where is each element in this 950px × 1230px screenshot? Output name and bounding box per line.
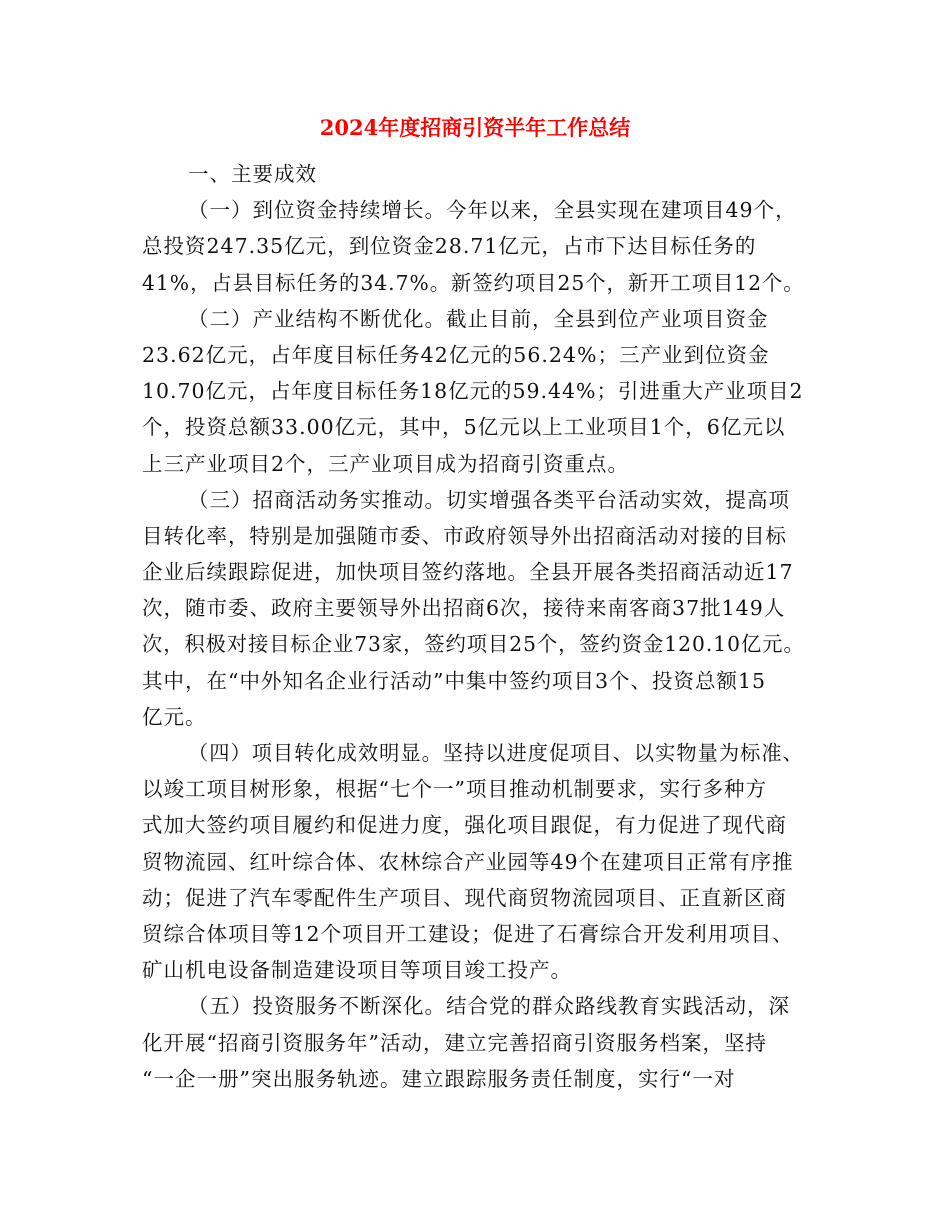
- text-line: 总投资247.35亿元，到位资金28.71亿元，占市下达目标任务的: [142, 234, 757, 259]
- text-line: 式加大签约项目履约和促进力度，强化项目跟促，有力促进了现代商: [142, 813, 787, 838]
- text-line: 10.70亿元，占年度目标任务18亿元的59.44%；引进重大产业项目2: [142, 379, 804, 404]
- text-line: 贸物流园、红叶综合体、农林综合产业园等49个在建项目正常有序推: [142, 849, 794, 874]
- text-line: （二）产业结构不断优化。截止目前，全县到位产业项目资金: [188, 306, 769, 331]
- text-line: 贸综合体项目等12个项目开工建设；促进了石膏综合开发利用项目、: [142, 921, 794, 946]
- document-title: 2024年度招商引资半年工作总结: [319, 115, 631, 140]
- text-line: 一、主要成效: [188, 162, 317, 186]
- text-line: 个，投资总额33.00亿元，其中，5亿元以上工业项目1个，6亿元以: [142, 415, 786, 440]
- text-line: “一企一册”突出服务轨迹。建立跟踪服务责任制度，实行“一对: [142, 1066, 736, 1091]
- text-line: 次，随市委、政府主要领导外出招商6次，接待来南客商37批149人: [142, 596, 786, 621]
- text-line: 以竣工项目树形象，根据“七个一”项目推动机制要求，实行多种方: [142, 777, 767, 802]
- text-line: 目转化率，特别是加强随市委、市政府领导外出招商活动对接的目标: [142, 523, 787, 548]
- text-line: 次，积极对接目标企业73家，签约项目25个，签约资金120.10亿元。: [142, 632, 805, 657]
- text-line: 其中，在“中外知名企业行活动”中集中签约项目3个、投资总额15: [142, 668, 767, 693]
- document-body: [142, 156, 804, 1097]
- text-line: 企业后续跟踪促进，加快项目签约落地。全县开展各类招商活动近17: [142, 560, 794, 585]
- text-line: （五）投资服务不断深化。结合党的群众路线教育实践活动，深: [188, 994, 790, 1019]
- text-line: 化开展“招商引资服务年”活动，建立完善招商引资服务档案，坚持: [142, 1030, 767, 1055]
- text-line: （一）到位资金持续增长。今年以来，全县实现在建项目49个，: [188, 198, 797, 223]
- text-line: （三）招商活动务实推动。切实增强各类平台活动实效，提高项: [188, 487, 790, 512]
- text-line: 41%，占县目标任务的34.7%。新签约项目25个，新开工项目12个。: [142, 270, 805, 295]
- text-line: （四）项目转化成效明显。坚持以进度促项目、以实物量为标准、: [188, 741, 804, 765]
- text-line: 23.62亿元，占年度目标任务42亿元的56.24%；三产业到位资金: [142, 342, 770, 367]
- text-line: 矿山机电设备制造建设项目等项目竣工投产。: [142, 958, 572, 983]
- text-line: 亿元。: [142, 704, 207, 729]
- text-line: 动；促进了汽车零配件生产项目、现代商贸物流园项目、正直新区商: [142, 885, 787, 910]
- text-line: 上三产业项目2个，三产业项目成为招商引资重点。: [142, 451, 630, 476]
